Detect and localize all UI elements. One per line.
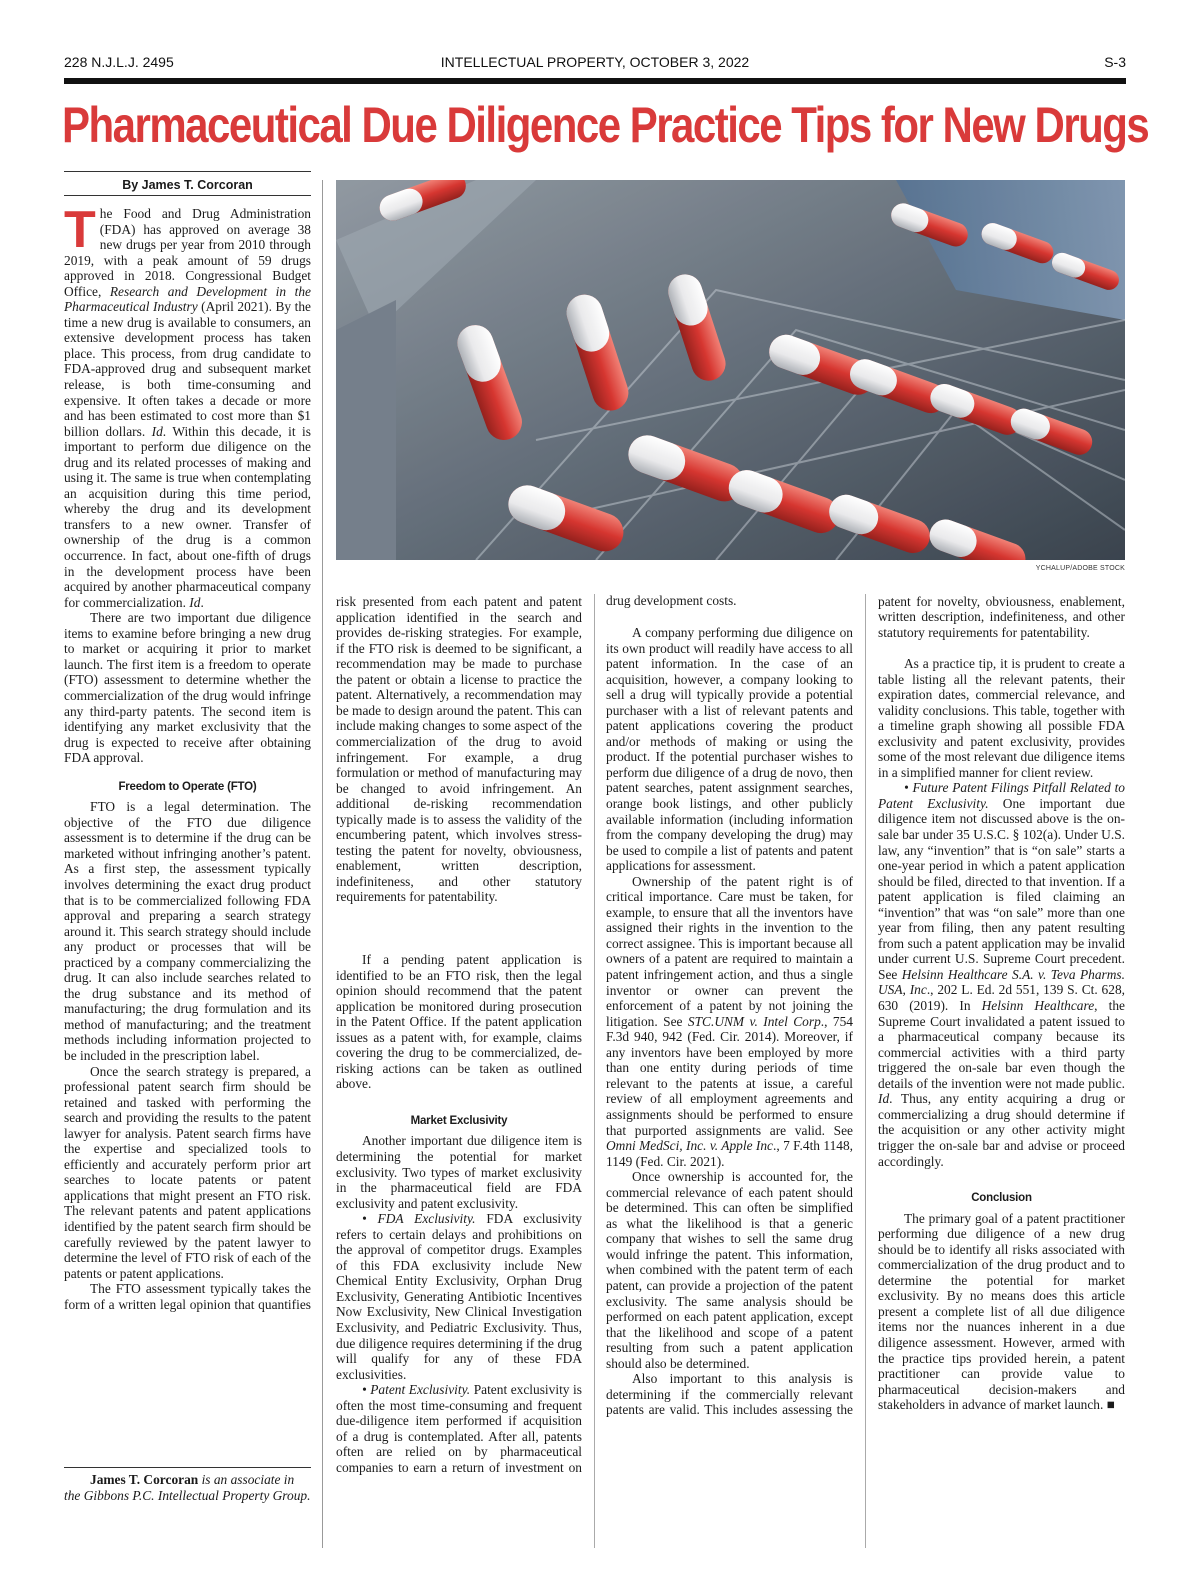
headline: Pharmaceutical Due Diligence Practice Tips for New Drugs <box>62 97 1149 153</box>
paragraph-continued: drug development costs. <box>606 594 737 609</box>
paragraph: FTO is a legal determination. The objective of the FTO due diligence assessment is to determine if the drug can be marketed without infringing another’s patent. As a first step, the assessment typically involves determining the exact drug product that is to be commercialized following FDA approval and preparing a search strategy around it. This search strategy should include any product or processes that will be practiced by a company commercializing the drug. It can also include searches related to the drug substance and its method of manufacturing; the drug formulation and its method of manufacturing; and the treatment methods including information projected to be included in the prescription label. <box>64 799 311 1063</box>
page-number: S-3 <box>1104 54 1126 70</box>
paragraph: Once the search strategy is prepared, a professional patent search firm should be retained and tasked with performing the search and providing the results to the patent lawyer for analysis. Patent search firms have the expertise and specialized tools to efficiently and accurately perform prior art searches to locate patents or patent applications that might present an FTO risk. The relevant patents and patent applications identified by the patent search firm should be carefully reviewed by the patent lawyer to determine the level of FTO risk of each of the patents or patent applications. <box>64 1063 311 1281</box>
paragraph: • Patent Exclusivity. Patent exclusivity is often the most time-consuming and frequent due-diligence item performed if acquisition of a drug is contemplated. After all, patents often are relied on by pharmaceutical companies to earn a return of investment on <box>336 1382 582 1475</box>
article-column-1 <box>64 201 311 1312</box>
author-note: James T. Corcoran is an associate in the Gibbons P.C. Intellectual Property Group. <box>64 1472 311 1503</box>
paragraph-start: The FTO assessment typically takes the form of a written legal opinion that quantifies <box>64 1281 311 1312</box>
byline-rule <box>64 195 311 196</box>
paragraph: • Future Patent Filings Pitfall Related to Patent Exclusivity. One important due diligence item not discussed above is the on-sale bar under 35 U.S.C. § 102(a). Under U.S. law, any “invention” that is “on sale” starts a one-year period in which a patent application should be filed, directed to that invention. If a patent application is filed claiming an “invention” that was “on sale” more than one year from filing, then any patent resulting from such a patent application may be invalid under current U.S. Supreme Court precedent. See Helsinn Healthcare S.A. v. Teva Pharms. USA, Inc., 202 L. Ed. 2d 551, 139 S. Ct. 628, 630 (2019). In Helsinn Healthcare, the Supreme Court invalidated a patent issued to a pharmaceutical company because its commercial activities with a third party triggered the on-sale bar even though the details of the invention were not made public. Id. Thus, any entity acquiring a drug or commercializing a drug should determine if the acquisition or any other activity might trigger the on-sale bar and advise or proceed accordingly. <box>878 780 1125 1169</box>
header-rule <box>64 78 1126 84</box>
column-divider <box>594 594 595 1548</box>
column-divider <box>865 594 866 1548</box>
author-name: James T. Corcoran <box>90 1472 199 1487</box>
subhead-fto: Freedom to Operate (FTO) <box>118 780 257 793</box>
paragraph: Another important due diligence item is determining the potential for market exclusivity. Two types of market exclusivity in the pharmaceutical field are FDA exclusivity and patent exclusivity. <box>336 1133 582 1211</box>
paragraph-continued: risk presented from each patent and patent application identified in the search and provides de-risking strategies. For example, if the FTO risk is deemed to be significant, a recommendation may be made to purchase the patent or obtain a license to practice the patent. Alternatively, a recommendation may be made to design around the patent. This can include making changes to some aspect of the commercialization of the drug to avoid infringement. For example, a drug formulation or method of manufacturing may be changed to avoid infringement. An additional de-risking recommendation typically made is to assess the validity of the encumbering patent, which involves stress-testing the patent for novelty, obviousness, enablement, written description, indefiniteness, and other statutory requirements for patentability. <box>336 594 582 905</box>
byline-rule-top <box>64 171 311 172</box>
running-head <box>64 52 1126 72</box>
subhead-market-exclusivity: Market Exclusivity <box>410 1114 508 1127</box>
citation: 228 N.J.L.J. 2495 <box>64 54 174 70</box>
paragraph: If a pending patent application is identified to be an FTO risk, then the legal opinion should recommend that the patent application be monitored during prosecution in the Patent Office. If the patent application issues as a patent with, for example, claims covering the drug to be commercialized, de-risking actions can be taken as outlined above. <box>336 952 582 1092</box>
paragraph: The Food and Drug Administration (FDA) has approved on average 38 new drugs per year from 2010 through 2019, with a peak amount of 59 drugs approved in 2018. Congressional Budget Office, Research and Development in the Pharmaceutical Industry (April 2021). By the time a new drug is available to consumers, an extensive development process has taken place. This process, from drug candidate to FDA-approved drug and subsequent market release, is both time-consuming and expensive. It often takes a decade or more and has been estimated to cost more than $1 billion dollars. Id. Within this decade, it is important to perform due diligence on the drug and its related processes of making and using it. The same is true when contemplating an acquisition during this time period, whereby the drug and its development transfers to a new owner. Transfer of ownership of the drug is a common occurrence. In fact, about one-fifth of drugs in the development process have been acquired by another pharmaceutical company for commercialization. Id. <box>64 201 311 610</box>
subhead-conclusion: Conclusion <box>971 1192 1032 1205</box>
article-column-2 <box>336 594 582 1476</box>
paragraph: Ownership of the patent right is of critical importance. Care must be taken, for example, to ensure that all the inventors have assigned their rights in the invention to the correct assignee. This is important because all owners of a patent are required to maintain a patent infringement action, and thus a single inventor or owner can prevent the enforcement of a patent by not joining the litigation. See STC.UNM v. Intel Corp., 754 F.3d 940, 942 (Fed. Cir. 2014). Moreover, if any inventors have been employed by more than one entity during periods of time relevant to the patents at issue, a careful review of all employment agreements and assignments should be performed to ensure that purported assignments are valid. See Omni MedSci, Inc. v. Apple Inc., 7 F.4th 1148, 1149 (Fed. Cir. 2021). <box>606 873 853 1169</box>
paragraph: There are two important due diligence items to examine before bringing a new drug to market or acquiring it prior to market launch. The first item is a freedom to operate (FTO) assessment to determine whether the commercialization of the drug would infringe any third-party patents. The second item is identifying any market exclusivity that the drug is expected to receive after obtaining FDA approval. <box>64 610 311 766</box>
paragraph: As a practice tip, it is prudent to create a table listing all the relevant patents, their expiration dates, commercial relevance, and validity conclusions. This table, together with a timeline graph showing all possible FDA exclusivity and patent exclusivity, provides some of the most relevant due diligence items in a simplified manner for client review. <box>878 656 1125 780</box>
section-date: INTELLECTUAL PROPERTY, OCTOBER 3, 2022 <box>440 54 750 70</box>
red-white-capsules-in-blister-pack-photo <box>336 180 1125 560</box>
paragraph: • FDA Exclusivity. FDA exclusivity refers to certain delays and prohibitions on the approval of competitor drugs. Examples of this FDA exclusivity include New Chemical Entity Exclusivity, Orphan Drug Exclusivity, Generating Antibiotic Incentives Now Exclusivity, New Clinical Investigation Exclusivity, and Pediatric Exclusivity. Thus, due diligence requires determining if the drug will qualify for any of these FDA exclusivities. <box>336 1211 582 1382</box>
drop-cap: T <box>64 201 96 259</box>
paragraph: A company performing due diligence on its own product will readily have access to all patent information. In the case of an acquisition, however, a company looking to sell a drug will typically provide a potential purchaser with a list of relevant patents and patent applications covering the product and/or methods of making or using the product. If the potential purchaser wishes to perform due diligence of a drug de novo, then patent searches, patent assignment searches, orange book listings, and other publicly available information (including information from the company developing the drug) may be used to compile a list of patents and patent applications for assessment. <box>606 625 853 874</box>
paragraph: Also important to this analysis is determining if the commercially relevant patents are valid. This includes assessing the <box>606 1371 853 1418</box>
column-divider <box>322 180 323 1548</box>
article-column-4 <box>878 594 1125 1413</box>
author-rule <box>64 1467 311 1468</box>
citation: Research and Development in the Pharmaceutical Industry <box>64 283 311 315</box>
article-column-3 <box>606 594 853 1418</box>
paragraph-continued: patent for novelty, obviousness, enablement, written description, indefiniteness, and other statutory requirements for patentability. <box>878 594 1125 640</box>
paragraph: Once ownership is accounted for, the commercial relevance of each patent should be determined. This can often be simplified as what the likelihood is that a generic company that wishes to sell the same drug would infringe the patent. This information, when combined with the patent term of each patent, can provide a projection of the patent exclusivity. The same analysis should be performed on each patent application, except that the likelihood and scope of a patent resulting from such a patent application should also be determined. <box>606 1169 853 1371</box>
photo-credit: YCHALUP/ADOBE STOCK <box>1035 565 1125 572</box>
byline: By James T. Corcoran <box>122 178 253 192</box>
capsules-photo <box>336 180 1125 560</box>
paragraph: The primary goal of a patent practitioner performing due diligence of a new drug should be to identify all risks associated with commercialization of the drug product and to determine the potential for market exclusivity. By no means does this article present a complete list of all due diligence items nor the nuances inherent in a due diligence assessment. However, armed with the practice tips provided herein, a patent practitioner can provide value to pharmaceutical decision-makers and stakeholders in advance of market launch. ■ <box>878 1210 1125 1413</box>
